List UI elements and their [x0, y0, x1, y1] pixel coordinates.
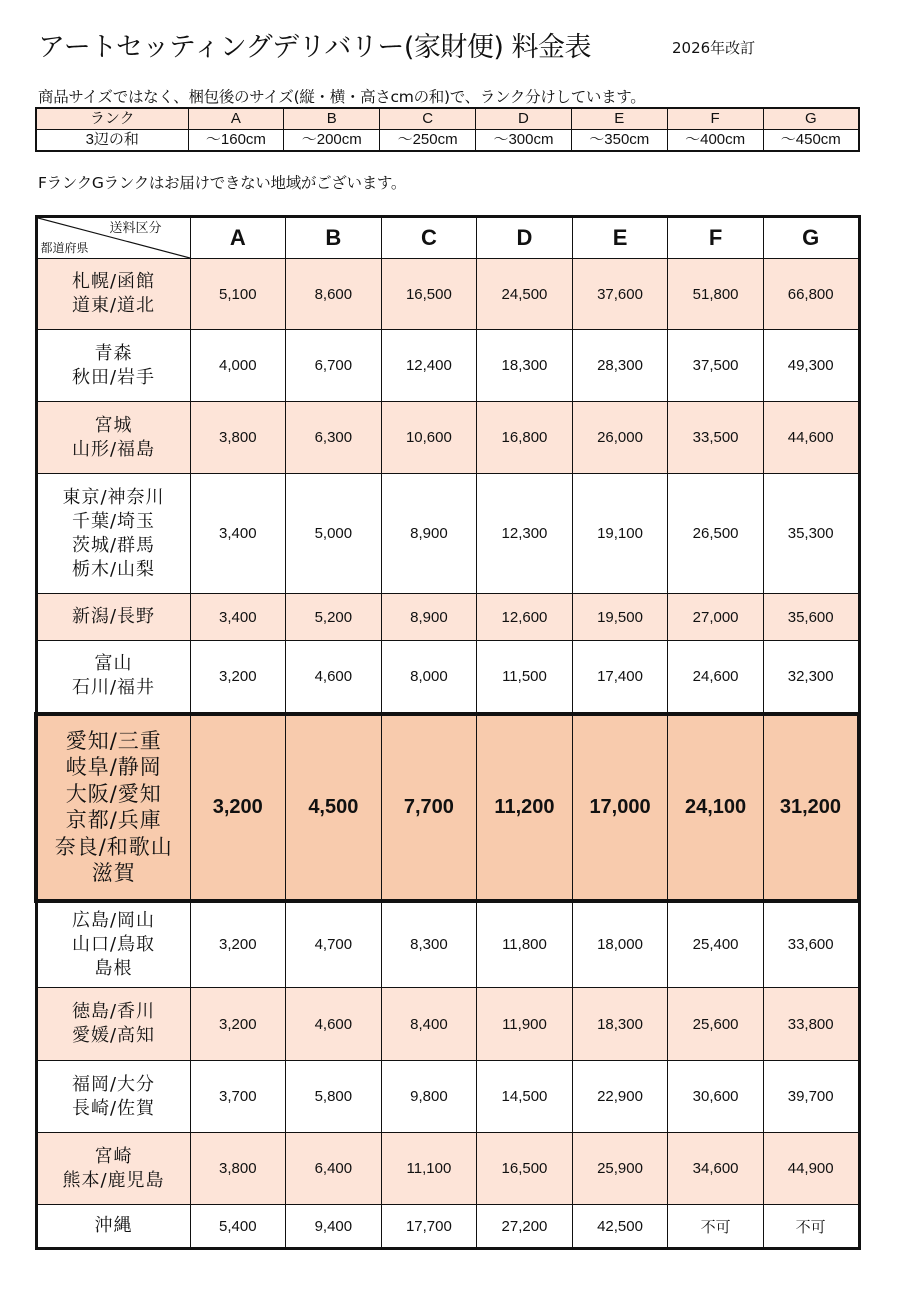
price-cell: 4,000 — [190, 330, 286, 402]
price-cell: 18,000 — [572, 901, 668, 988]
price-cell: 8,300 — [381, 901, 477, 988]
price-cell: 42,500 — [572, 1205, 668, 1249]
price-cell: 6,400 — [286, 1133, 382, 1205]
price-cell: 5,400 — [190, 1205, 286, 1249]
price-cell: 25,900 — [572, 1133, 668, 1205]
price-cell: 25,600 — [668, 988, 764, 1061]
price-cell: 5,100 — [190, 259, 286, 330]
table-row — [36, 1205, 859, 1249]
corner-header-cell — [36, 217, 190, 259]
region-cell: 福岡/大分 長崎/佐賀 — [36, 1061, 190, 1133]
price-cell: 33,500 — [668, 402, 764, 474]
price-cell: 37,500 — [668, 330, 764, 402]
region-cell: 富山 石川/福井 — [36, 641, 190, 714]
price-cell: 12,300 — [477, 474, 573, 594]
size-cell: 〜300cm — [476, 130, 572, 152]
region-cell: 徳島/香川 愛媛/高知 — [36, 988, 190, 1061]
price-cell: 39,700 — [763, 1061, 859, 1133]
price-cell: 6,700 — [286, 330, 382, 402]
region-cell: 広島/岡山 山口/鳥取 島根 — [36, 901, 190, 988]
price-cell: 8,400 — [381, 988, 477, 1061]
price-cell: 9,400 — [286, 1205, 382, 1249]
corner-fee-category: 送料区分 — [109, 221, 162, 236]
region-cell: 東京/神奈川 千葉/埼玉 茨城/群馬 栃木/山梨 — [36, 474, 190, 594]
region-cell: 札幌/函館 道東/道北 — [36, 259, 190, 330]
column-header-e: E — [572, 217, 668, 259]
table-row — [36, 402, 859, 474]
price-cell: 25,400 — [668, 901, 764, 988]
price-cell: 18,300 — [572, 988, 668, 1061]
price-cell: 12,400 — [381, 330, 477, 402]
size-note: 商品サイズではなく、梱包後のサイズ(縦・横・高さcmの和)で、ランク分けしています。 — [38, 88, 646, 106]
price-cell: 44,900 — [763, 1133, 859, 1205]
price-cell: 5,000 — [286, 474, 382, 594]
price-cell: 不可 — [668, 1205, 764, 1249]
price-cell: 35,600 — [763, 594, 859, 641]
price-cell: 31,200 — [763, 714, 859, 901]
price-cell: 11,100 — [381, 1133, 477, 1205]
price-cell: 24,600 — [668, 641, 764, 714]
table-row — [36, 259, 859, 330]
column-header-f: F — [668, 217, 764, 259]
price-cell: 5,200 — [286, 594, 382, 641]
price-cell: 7,700 — [381, 714, 477, 901]
area-note: FランクGランクはお届けできない地域がございます。 — [38, 174, 407, 192]
column-header-g: G — [763, 217, 859, 259]
price-cell: 30,600 — [668, 1061, 764, 1133]
revision-label: 2026年改訂 — [672, 39, 756, 57]
price-cell: 8,600 — [286, 259, 382, 330]
price-cell: 9,800 — [381, 1061, 477, 1133]
price-cell: 3,400 — [190, 594, 286, 641]
size-row — [36, 130, 859, 152]
column-header-a: A — [190, 217, 286, 259]
size-cell: 〜250cm — [380, 130, 476, 152]
table-row — [36, 901, 859, 988]
rank-cell: E — [571, 108, 667, 130]
price-cell: 3,200 — [190, 714, 286, 901]
price-cell: 16,500 — [477, 1133, 573, 1205]
column-header-c: C — [381, 217, 477, 259]
price-cell: 4,600 — [286, 988, 382, 1061]
price-cell: 11,900 — [477, 988, 573, 1061]
price-table — [34, 215, 861, 1250]
price-cell: 14,500 — [477, 1061, 573, 1133]
price-cell: 17,400 — [572, 641, 668, 714]
price-cell: 8,900 — [381, 474, 477, 594]
column-header-d: D — [477, 217, 573, 259]
price-cell: 17,000 — [572, 714, 668, 901]
table-row — [36, 330, 859, 402]
price-cell: 4,500 — [286, 714, 382, 901]
region-cell: 新潟/長野 — [36, 594, 190, 641]
rank-cell: G — [763, 108, 859, 130]
price-cell: 6,300 — [286, 402, 382, 474]
rank-cell: F — [667, 108, 763, 130]
column-header-b: B — [286, 217, 382, 259]
rank-size-table — [35, 107, 860, 152]
table-row — [36, 988, 859, 1061]
price-cell: 5,800 — [286, 1061, 382, 1133]
price-cell: 33,800 — [763, 988, 859, 1061]
price-cell: 11,500 — [477, 641, 573, 714]
size-label: 3辺の和 — [36, 130, 188, 152]
price-cell: 19,100 — [572, 474, 668, 594]
price-cell: 27,000 — [668, 594, 764, 641]
size-cell: 〜350cm — [571, 130, 667, 152]
region-cell: 宮城 山形/福島 — [36, 402, 190, 474]
price-cell: 3,400 — [190, 474, 286, 594]
price-cell: 26,000 — [572, 402, 668, 474]
page-title: アートセッティングデリバリー(家財便) 料金表 — [38, 32, 592, 63]
price-cell: 33,600 — [763, 901, 859, 988]
price-cell: 16,500 — [381, 259, 477, 330]
price-cell: 11,800 — [477, 901, 573, 988]
table-row — [36, 641, 859, 714]
table-row — [36, 474, 859, 594]
price-cell: 11,200 — [477, 714, 573, 901]
price-cell: 27,200 — [477, 1205, 573, 1249]
size-cell: 〜200cm — [284, 130, 380, 152]
price-cell: 3,800 — [190, 1133, 286, 1205]
price-cell: 32,300 — [763, 641, 859, 714]
price-cell: 22,900 — [572, 1061, 668, 1133]
price-cell: 4,600 — [286, 641, 382, 714]
region-cell: 愛知/三重 岐阜/静岡 大阪/愛知 京都/兵庫 奈良/和歌山 滋賀 — [36, 714, 190, 901]
rank-label: ランク — [36, 108, 188, 130]
price-cell: 3,700 — [190, 1061, 286, 1133]
price-cell: 24,100 — [668, 714, 764, 901]
size-cell: 〜400cm — [667, 130, 763, 152]
table-row-highlighted — [36, 714, 859, 901]
price-cell: 37,600 — [572, 259, 668, 330]
table-row — [36, 1133, 859, 1205]
price-table-header — [36, 217, 859, 259]
price-cell: 17,700 — [381, 1205, 477, 1249]
price-cell: 26,500 — [668, 474, 764, 594]
region-cell: 沖縄 — [36, 1205, 190, 1249]
price-cell: 35,300 — [763, 474, 859, 594]
price-cell: 18,300 — [477, 330, 573, 402]
price-cell: 3,200 — [190, 641, 286, 714]
price-cell: 12,600 — [477, 594, 573, 641]
region-cell: 宮崎 熊本/鹿児島 — [36, 1133, 190, 1205]
price-cell: 4,700 — [286, 901, 382, 988]
price-cell: 44,600 — [763, 402, 859, 474]
table-row — [36, 594, 859, 641]
price-cell: 3,800 — [190, 402, 286, 474]
table-row — [36, 1061, 859, 1133]
rank-cell: D — [476, 108, 572, 130]
price-cell: 24,500 — [477, 259, 573, 330]
rank-cell: C — [380, 108, 476, 130]
price-cell: 34,600 — [668, 1133, 764, 1205]
price-cell: 8,000 — [381, 641, 477, 714]
price-cell: 16,800 — [477, 402, 573, 474]
rank-row — [36, 108, 859, 130]
price-cell: 不可 — [763, 1205, 859, 1249]
corner-prefecture: 都道府県 — [40, 241, 89, 255]
region-cell: 青森 秋田/岩手 — [36, 330, 190, 402]
price-cell: 19,500 — [572, 594, 668, 641]
rank-cell: A — [188, 108, 284, 130]
price-cell: 3,200 — [190, 988, 286, 1061]
rank-cell: B — [284, 108, 380, 130]
price-cell: 28,300 — [572, 330, 668, 402]
price-cell: 51,800 — [668, 259, 764, 330]
price-cell: 3,200 — [190, 901, 286, 988]
size-cell: 〜160cm — [188, 130, 284, 152]
price-cell: 8,900 — [381, 594, 477, 641]
size-cell: 〜450cm — [763, 130, 859, 152]
price-cell: 49,300 — [763, 330, 859, 402]
price-cell: 66,800 — [763, 259, 859, 330]
price-cell: 10,600 — [381, 402, 477, 474]
